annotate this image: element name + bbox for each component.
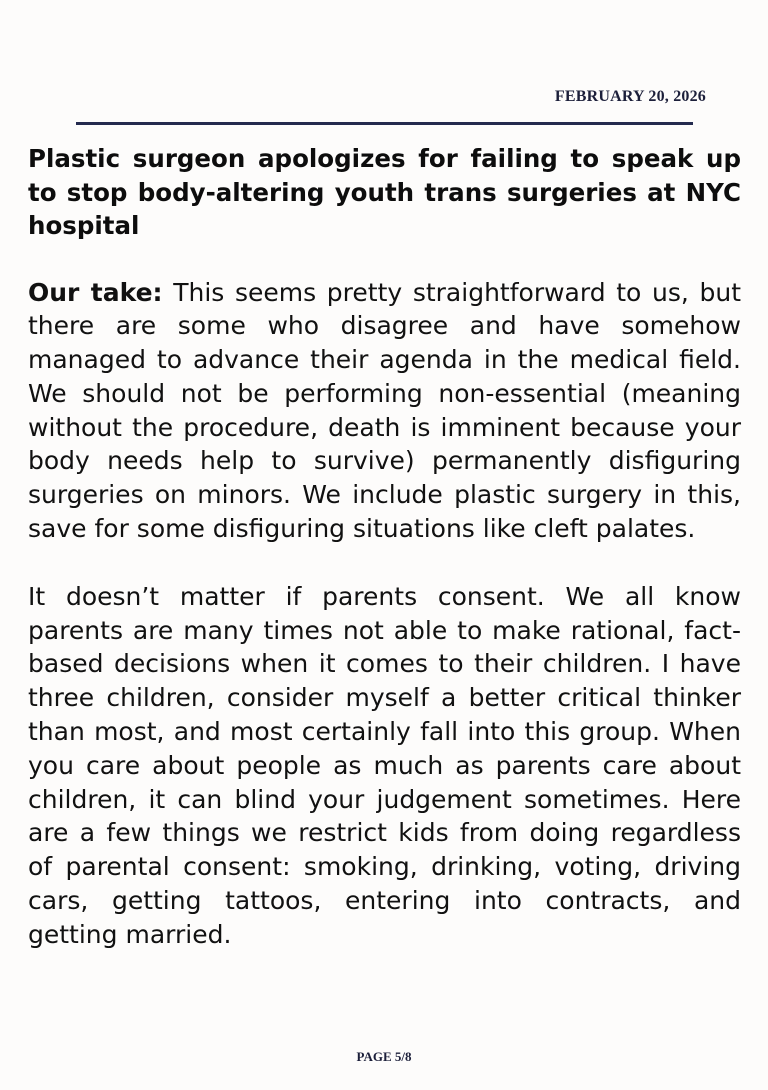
article-headline: Plastic surgeon apologizes for failing to speak up to stop body-altering youth trans surgeries at NYC hospital: [28, 144, 741, 240]
header-divider: [76, 122, 693, 125]
body-paragraph: It doesn’t matter if parents consent. We all know parents are many times not able to make rational, fact-based decisions when it comes to their children. I have three children, consider myself a better critical thinker than most, and most certainly fall into this group. When you care about people as much as parents care about children, it can blind your judgement sometimes. Here are a few things we restrict kids from doing regardless of parental consent: smoking, drinking, voting, driving cars, getting tattoos, entering into contracts, and getting married.: [28, 581, 741, 949]
our-take-text: This seems pretty straightforward to us, but there are some who disagree and have somehow managed to advance their agenda in the medical field. We should not be performing non-essential (meaning without the procedure, death is imminent because your body needs help to survive) permanently disfiguring surgeries on minors. We include plastic surgery in this, save for some disfiguring situations like cleft palates.: [28, 277, 741, 544]
article-body: [28, 142, 741, 952]
our-take-paragraph: [28, 276, 741, 546]
publication-date: FEBRUARY 20, 2026: [554, 88, 706, 105]
page-number: PAGE 5/8: [356, 1049, 412, 1064]
our-take-label: Our take:: [28, 277, 163, 307]
